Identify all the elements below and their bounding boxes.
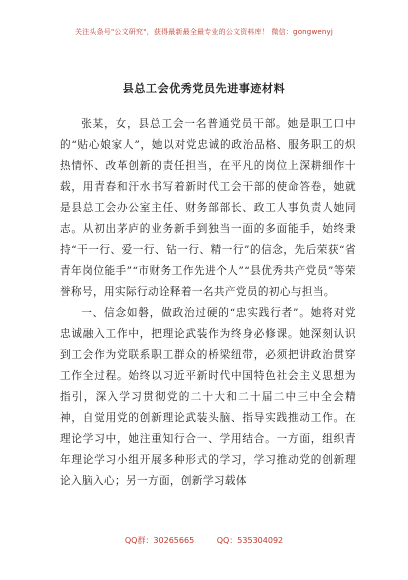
footer-contact <box>0 535 408 546</box>
footer-qq-number: QQ：535304092 <box>216 536 284 545</box>
document-title: 县总工会优秀党员先进事迹材料 <box>122 82 286 95</box>
header-promo-note: 关注头条号"公文研究"，获得最新最全最专业的公文资料库！ 微信：gongwenyj <box>74 28 334 36</box>
footer-qq-group: QQ群：30265665 <box>124 536 195 545</box>
document-body <box>60 114 356 492</box>
paragraph-intro: 张某，女，县总工会一名普通党员干部。她是职工口中的“贴心娘家人”，她以对党忠诚的政治品格、服务职工的炽热情怀、改革创新的责任担当，在平凡的岗位上深耕细作十载，用青春和汗水书写着新时代工会干部的使命答卷，她就是县总工会办公室主任、财务部部长、政工人事负责人她同志。从初出茅庐的业务新手到独当一面的多面能手，始终秉持“干一行、爱一行、钻一行、精一行”的信念，先后荣获“省青年岗位能手”“市财务工作先进个人”“县优秀共产党员”等荣誉称号，用实际行动诠释着一名共产党员的初心与担当。 <box>60 118 356 298</box>
paragraph-section-one: 一、信念如磐，做政治过硬的“忠实践行者”。她将对党忠诚融入工作中，把理论武装作为终身必修课。她深刻认识到工会作为党联系职工群众的桥梁纽带，必须把讲政治贯穿工作全过程。始终以习近平新时代中国特色社会主义思想为指引，深入学习贯彻党的二十大和二十届二中三中全会精神，自觉用党的创新理论武装头脑、指导实践推动工作。在理论学习中，她注重知行合一、学用结合。一方面，组织青年理论学习小组开展多种形式的学习，学习推动党的创新理论入脑入心；另一方面，创新学习载体 <box>60 307 356 487</box>
